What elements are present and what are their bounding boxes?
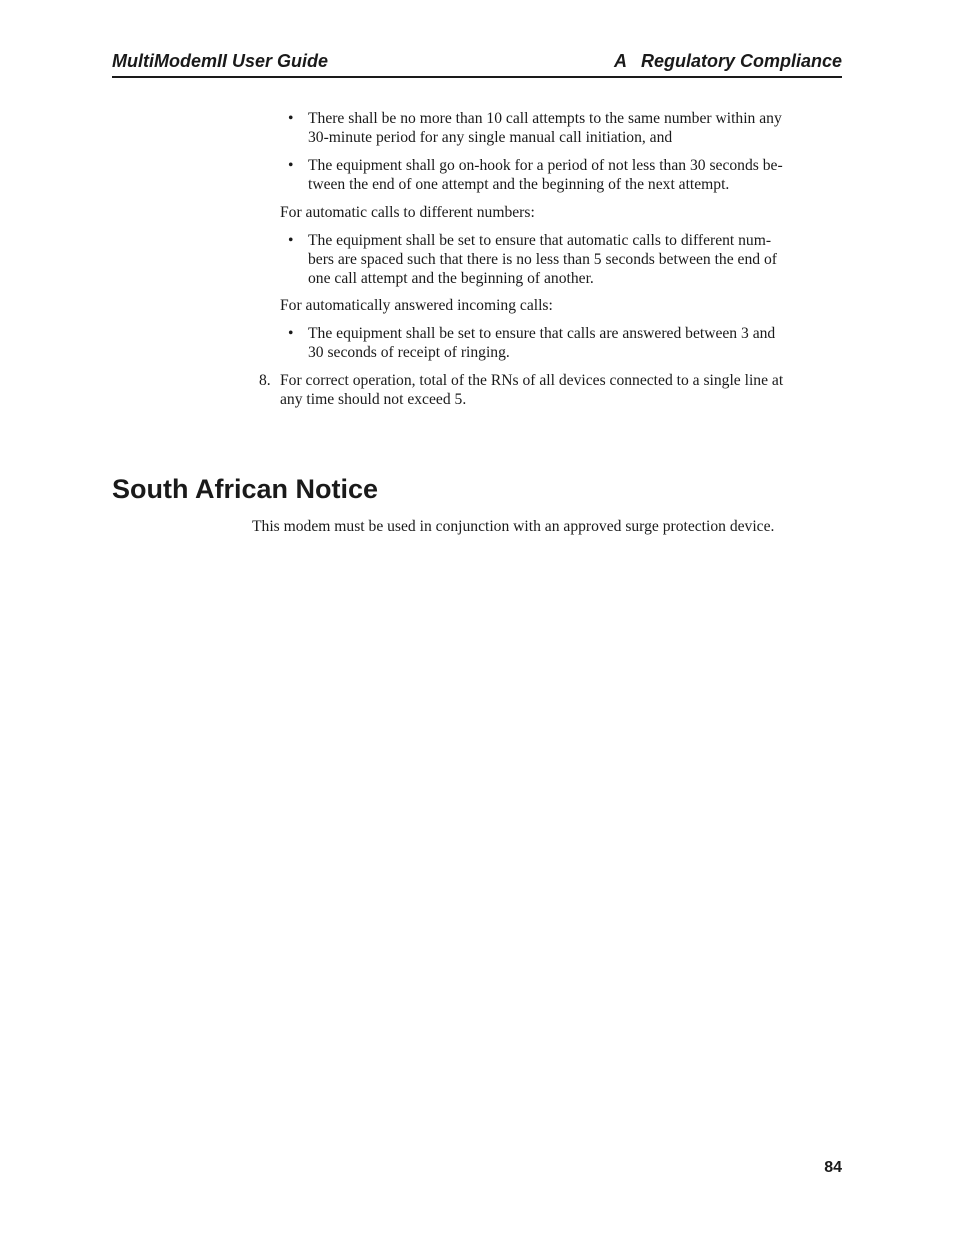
item-number: 8. <box>259 372 271 389</box>
page-number: 84 <box>824 1159 842 1176</box>
numbered-item-line: any time should not exceed 5. <box>280 391 467 408</box>
list-item-line: tween the end of one attempt and the beginning of the next attempt. <box>308 176 730 193</box>
section-heading: South African Notice <box>112 474 379 504</box>
bullet-list-incoming-calls <box>280 324 842 362</box>
list-item-line: 30-minute period for any single manual call initiation, and <box>308 129 673 146</box>
paragraph-incoming-calls: For automatically answered incoming calls: <box>280 297 553 314</box>
list-item-line: The equipment shall go on-hook for a period of not less than 30 seconds be- <box>308 157 783 174</box>
bullet-list-automatic-calls <box>280 231 842 288</box>
header-chapter-title <box>614 50 842 72</box>
paragraph-automatic-calls: For automatic calls to different numbers: <box>280 204 535 221</box>
bullet-icon: • <box>288 232 294 249</box>
list-item-line: The equipment shall be set to ensure that calls are answered between 3 and <box>308 325 776 342</box>
bullet-list-manual-calls <box>280 109 842 194</box>
header-document-title: MultiModemII User Guide <box>112 51 329 71</box>
header-appendix-letter: A <box>613 51 627 71</box>
bullet-icon: • <box>288 110 294 127</box>
numbered-item-text <box>259 371 842 409</box>
list-item <box>280 109 842 147</box>
bullet-icon: • <box>288 325 294 342</box>
list-item-line: bers are spaced such that there is no less than 5 seconds between the end of <box>308 251 777 268</box>
running-header <box>112 50 842 78</box>
list-item-line: There shall be no more than 10 call attempts to the same number within any <box>308 110 782 127</box>
numbered-item-line: For correct operation, total of the RNs of all devices connected to a single line at <box>280 372 784 389</box>
list-item-line: one call attempt and the beginning of another. <box>308 270 594 287</box>
list-item-line: The equipment shall be set to ensure that automatic calls to different num- <box>308 232 772 249</box>
list-item-line: 30 seconds of receipt of ringing. <box>308 344 510 361</box>
list-item <box>280 231 842 288</box>
list-item <box>280 156 842 194</box>
list-item <box>280 324 842 362</box>
bullet-icon: • <box>288 157 294 174</box>
header-appendix-name: Regulatory Compliance <box>640 51 842 71</box>
numbered-item-8 <box>259 371 842 409</box>
section-body-text: This modem must be used in conjunction with an approved surge protection device. <box>252 518 775 535</box>
